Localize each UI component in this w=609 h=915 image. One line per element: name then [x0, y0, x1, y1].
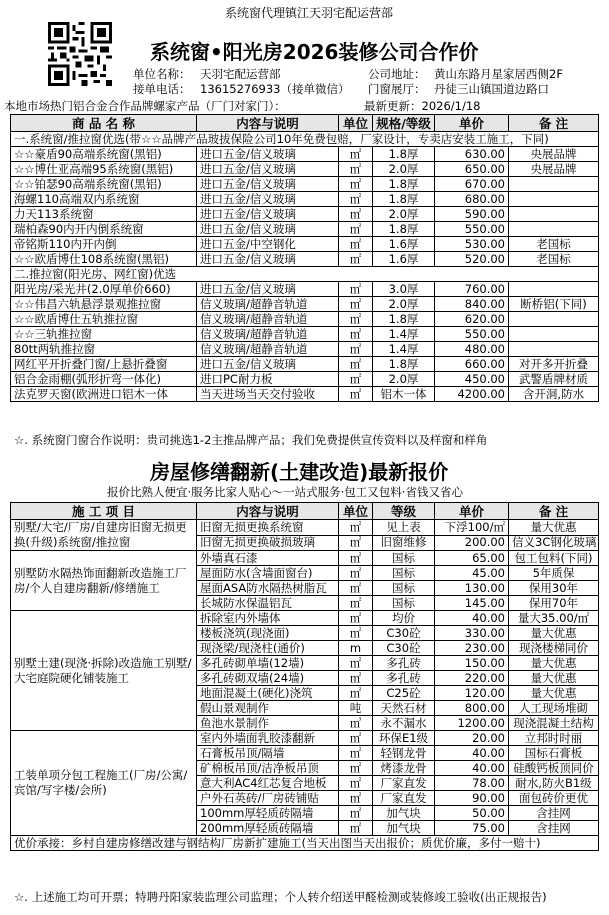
table-cell: 屋面防水(含墙面窗台)	[197, 566, 339, 581]
table-cell: 45.00	[435, 566, 509, 581]
table-cell: ☆☆欧盾博仕108系统窗(黑铝)	[11, 252, 197, 267]
table-cell: ㎡	[339, 686, 373, 701]
table-cell: 量大优惠	[509, 656, 599, 671]
table-cell: m	[339, 641, 373, 656]
table-cell: ㎡	[339, 611, 373, 626]
table-cell: 烤漆龙骨	[373, 761, 435, 776]
table-cell: 多孔砖	[373, 656, 435, 671]
table-cell: 1.8厚	[373, 222, 435, 237]
project-cell: 别墅土建(现浇·拆除)改造施工别墅/大宅庭院硬化铺装施工	[11, 611, 197, 731]
table-cell: 660.00	[435, 357, 509, 372]
table-cell: 760.00	[435, 282, 509, 297]
table-cell: C30砼	[373, 626, 435, 641]
table-cell: 拆除室内外墙体	[197, 611, 339, 626]
table-cell: 100mm厚轻质砖隔墙	[197, 806, 339, 821]
update-date	[364, 98, 480, 114]
col-header: 备 注	[509, 503, 599, 520]
table-cell: 矿棉板吊顶/洁净板吊顶	[197, 761, 339, 776]
table-cell: 130.00	[435, 581, 509, 596]
table-cell: 进口五金/信义玻璃	[197, 222, 339, 237]
table-cell	[509, 327, 599, 342]
table-cell: 进口五金/信义玻璃	[197, 282, 339, 297]
table-cell: 含开洞,防水	[509, 387, 599, 402]
table-cell: 老国标	[509, 252, 599, 267]
table-cell: 65.00	[435, 551, 509, 566]
top-note: 系统窗代理镇江天羽宅配运营部	[225, 6, 394, 20]
table-cell: ㎡	[339, 207, 373, 222]
table-cell: 90.00	[435, 791, 509, 806]
table-cell: ☆☆豪盾90高端系统窗(黑铝)	[11, 147, 197, 162]
col-header: 单位	[339, 115, 373, 132]
table-cell: 进口五金/信义玻璃	[197, 192, 339, 207]
renovation-note: ☆. 上述施工均可开票；特聘丹阳家装监理公司监理；个人转介绍送甲醛检测或装修竣工验收(出正规报告)	[14, 890, 547, 904]
table-cell: 海螺110高端双内系统窗	[11, 192, 197, 207]
table-cell: ㎡	[339, 162, 373, 177]
table-cell: 铝合金雨棚(弧形折弯一体化)	[11, 372, 197, 387]
table-cell: 进口PC耐力板	[197, 372, 339, 387]
table-cell: 650.00	[435, 162, 509, 177]
table-row	[11, 372, 599, 387]
table-cell: 多孔砖砌单墙(12墙)	[197, 656, 339, 671]
table-cell: 武警盾牌材质	[509, 372, 599, 387]
table-cell: 旧窗维修	[373, 535, 435, 551]
table-cell: 面包砖价更优	[509, 791, 599, 806]
table-cell	[509, 177, 599, 192]
table-cell	[509, 342, 599, 357]
col-header: 商 品 名 称	[11, 115, 197, 132]
col-header: 内容与说明	[197, 503, 339, 520]
table-cell: 保用70年	[509, 596, 599, 611]
table-cell: 法克罗天窗(欧洲进口铝木一体	[11, 387, 197, 402]
table-cell: 230.00	[435, 641, 509, 656]
table-row	[11, 177, 599, 192]
col-header: 单价	[435, 503, 509, 520]
table-cell: 200mm厚轻质砖隔墙	[197, 821, 339, 836]
table-cell: 加气块	[373, 821, 435, 836]
footer-row	[11, 836, 599, 851]
table-cell: 加气块	[373, 806, 435, 821]
table-cell: 吨	[339, 701, 373, 716]
table-cell: 150.00	[435, 656, 509, 671]
table-cell: 信义玻璃/超静音轨道	[197, 312, 339, 327]
table-cell: 620.00	[435, 312, 509, 327]
table-cell: 1.8厚	[373, 192, 435, 207]
table-cell	[509, 282, 599, 297]
table-cell: 国标	[373, 581, 435, 596]
table-row	[11, 551, 599, 566]
table-cell: 78.00	[435, 776, 509, 791]
table-cell: 40.00	[435, 611, 509, 626]
table-cell: ☆☆铂瑟90高端系统窗(黑铝)	[11, 177, 197, 192]
table-cell: 1.8厚	[373, 177, 435, 192]
table-cell: 立邦时时丽	[509, 731, 599, 746]
table-cell: 下浮100/㎡	[435, 520, 509, 536]
table-cell: 外墙真石漆	[197, 551, 339, 566]
table-cell: 550.00	[435, 327, 509, 342]
date-label: 最新更新：	[364, 99, 422, 113]
table-cell: 1200.00	[435, 716, 509, 731]
table-cell: 国标	[373, 566, 435, 581]
table-cell: ㎡	[339, 252, 373, 267]
window-note: ☆. 系统窗门窗合作说明：贵司挑选1-2主推品牌产品；我们免费提供宣传资料以及样窗和样角	[14, 433, 488, 447]
table-row	[11, 207, 599, 222]
table-cell: 环保E1级	[373, 731, 435, 746]
table-cell: ㎡	[339, 372, 373, 387]
table-cell: 现浇混凝土结构	[509, 716, 599, 731]
table-cell: 进口五金/信义玻璃	[197, 162, 339, 177]
table-cell: 680.00	[435, 192, 509, 207]
showroom-value: 丹徒三山镇国道边路口	[434, 82, 549, 96]
phone-value: 13615276933（接单微信）	[200, 82, 350, 96]
table-cell: 450.00	[435, 372, 509, 387]
table-row	[11, 147, 599, 162]
table-row	[11, 297, 599, 312]
table-cell: ㎡	[339, 312, 373, 327]
table-cell: ㎡	[339, 761, 373, 776]
table-cell: 鱼池水景制作	[197, 716, 339, 731]
table-cell: ㎡	[339, 387, 373, 402]
table-cell: 2.0厚	[373, 162, 435, 177]
table-cell: 590.00	[435, 207, 509, 222]
table-cell: ☆☆三轨推拉窗	[11, 327, 197, 342]
table-cell: 1.8厚	[373, 357, 435, 372]
table-cell: 量大优惠	[509, 671, 599, 686]
table-row	[11, 342, 599, 357]
table-cell: 量大优惠	[509, 626, 599, 641]
table-cell: ㎡	[339, 581, 373, 596]
table-cell: 信义3C钢化玻璃	[509, 535, 599, 551]
table-cell: 1.4厚	[373, 327, 435, 342]
table-cell: ㎡	[339, 342, 373, 357]
table-cell: 国标	[373, 596, 435, 611]
table-cell: 量大优惠	[509, 520, 599, 536]
table-cell: ㎡	[339, 626, 373, 641]
phone-label: 接单电话：	[133, 82, 191, 96]
brand-line: 本地市场热门铝合金合作品牌螺家产品（厂门对家门）：	[4, 99, 286, 113]
table-cell: 帝铭斯110内开内倒	[11, 237, 197, 252]
section-heading: 一.系统窗/推拉窗优选(带☆☆品牌产品玻拔保险公司10年免费包赔，厂家设计，专卖店安装工施工，下同)	[11, 132, 599, 147]
table-cell: 20.00	[435, 731, 509, 746]
table-cell: ㎡	[339, 746, 373, 761]
table-cell: ㎡	[339, 596, 373, 611]
table-cell: 进口五金/信义玻璃	[197, 207, 339, 222]
table-cell: ㎡	[339, 147, 373, 162]
table-cell: 80tt两轨推拉窗	[11, 342, 197, 357]
table-cell: 耐水,防火B1级	[509, 776, 599, 791]
table-cell: ㎡	[339, 535, 373, 551]
table-cell: ㎡	[339, 566, 373, 581]
table-cell: 630.00	[435, 147, 509, 162]
table-cell: 2.0厚	[373, 297, 435, 312]
table-cell: 信义玻璃/超静音轨道	[197, 342, 339, 357]
table-cell: 330.00	[435, 626, 509, 641]
table-cell: 意大利AC4红芯复合地板	[197, 776, 339, 791]
table-cell: 均价	[373, 611, 435, 626]
table-row	[11, 731, 599, 746]
table-cell: 对开多开折叠	[509, 357, 599, 372]
table-cell: 现浇楼梯同价	[509, 641, 599, 656]
table-cell: 旧窗无损更换系统窗	[197, 520, 339, 536]
table-cell: 4200.00	[435, 387, 509, 402]
table-cell: ㎡	[339, 282, 373, 297]
table-cell: 天然石材	[373, 701, 435, 716]
table-cell: 840.00	[435, 297, 509, 312]
col-header: 单价	[435, 115, 509, 132]
col-header: 等级	[373, 503, 435, 520]
table-cell: 屋面ASA防水隔热树脂瓦	[197, 581, 339, 596]
table-cell: 现浇梁/现浇柱(通价)	[197, 641, 339, 656]
table-cell: 厂家直发	[373, 776, 435, 791]
table-cell: ㎡	[339, 297, 373, 312]
table-row	[11, 252, 599, 267]
renovation-slogan: 报价比熟人便宜·服务比家人贴心～一站式服务·包工又包料·省钱又省心	[107, 485, 463, 499]
table-cell: 含挂网	[509, 821, 599, 836]
table-cell: 2.0厚	[373, 207, 435, 222]
table-cell: 人工现场堆砌	[509, 701, 599, 716]
table-cell: 厂家直发	[373, 791, 435, 806]
section-row-2	[11, 267, 599, 282]
table-cell: ㎥	[339, 716, 373, 731]
table-cell: 1.8厚	[373, 312, 435, 327]
table-row	[11, 312, 599, 327]
table-row	[11, 611, 599, 626]
table-cell: 力天113系统窗	[11, 207, 197, 222]
table-cell: 120.00	[435, 686, 509, 701]
table-cell: 145.00	[435, 596, 509, 611]
table-cell: ㎡	[339, 821, 373, 836]
table-cell	[509, 207, 599, 222]
table-row	[11, 357, 599, 372]
table-cell: ㎡	[339, 222, 373, 237]
table-cell: 40.00	[435, 761, 509, 776]
table-cell: 包工包料(下同)	[509, 551, 599, 566]
table-cell: ㎡	[339, 806, 373, 821]
table-cell: 40.00	[435, 746, 509, 761]
table-cell: 永不漏水	[373, 716, 435, 731]
table-cell: 含挂网	[509, 806, 599, 821]
section-heading: 二.推拉窗(阳光房、网红窗)优选	[11, 267, 599, 282]
table-row	[11, 327, 599, 342]
table-cell: 保用30年	[509, 581, 599, 596]
table-row	[11, 192, 599, 207]
table-cell: ㎡	[339, 731, 373, 746]
table-cell: ㎡	[339, 776, 373, 791]
footer-cell: 优价承接：乡村自建房修缮改建与钢结构厂房新扩建施工(当天出图当天出报价；质优价廉，多付一赔十)	[11, 836, 599, 851]
table-cell: 石膏板吊顶/隔墙	[197, 746, 339, 761]
col-header: 备 注	[509, 115, 599, 132]
table-row	[11, 162, 599, 177]
table-cell: ㎡	[339, 791, 373, 806]
table-cell: 进口五金/信义玻璃	[197, 357, 339, 372]
table-header-row	[11, 115, 599, 132]
renovation-title: 房屋修缮翻新(土建改造)最新报价	[150, 460, 449, 484]
table-cell: 长城防水保温铝瓦	[197, 596, 339, 611]
table-cell: 老国标	[509, 237, 599, 252]
table-cell: 假山景观制作	[197, 701, 339, 716]
table-cell: 670.00	[435, 177, 509, 192]
table-row	[11, 282, 599, 297]
table-cell: 进口五金/信义玻璃	[197, 147, 339, 162]
table-cell: ㎡	[339, 520, 373, 536]
table-cell	[509, 312, 599, 327]
table-cell: ㎡	[339, 357, 373, 372]
table-cell: 铝木一体	[373, 387, 435, 402]
table-cell: 量大35.00/㎡	[509, 611, 599, 626]
table-cell: 进口五金/中空钢化	[197, 237, 339, 252]
unit-value: 天羽宅配运营部	[200, 67, 281, 81]
address-value: 黄山东路月星家居西侧2F	[434, 67, 563, 81]
table-cell: ㎡	[339, 327, 373, 342]
project-cell: 别墅/大宅/厂房/自建房旧窗无损更换(升级)系统窗/推拉窗	[11, 520, 197, 551]
project-cell: 别墅防水隔热饰面翻新改造施工厂房/个人自建房翻新/修缮施工	[11, 551, 197, 611]
table-cell: ☆☆伟昌六轨悬浮景观推拉窗	[11, 297, 197, 312]
window-price-table	[10, 114, 599, 402]
table-cell: ㎡	[339, 551, 373, 566]
table-cell: 户外石英砖/厂房砖铺贴	[197, 791, 339, 806]
table-cell: 2.0厚	[373, 372, 435, 387]
table-row	[11, 222, 599, 237]
table-cell: 5年质保	[509, 566, 599, 581]
table-cell: 断桥铝(下同)	[509, 297, 599, 312]
table-cell: 1.6厚	[373, 237, 435, 252]
table-cell	[509, 192, 599, 207]
table-row	[11, 387, 599, 402]
col-header: 施 工 项 目	[11, 503, 197, 520]
col-header: 单位	[339, 503, 373, 520]
table-cell: ㎡	[339, 192, 373, 207]
table-cell: 200.00	[435, 535, 509, 551]
table-cell: 硅酸钙板顶同价	[509, 761, 599, 776]
table-cell: 地面混凝土(硬化)浇筑	[197, 686, 339, 701]
table-cell: 信义玻璃/超静音轨道	[197, 327, 339, 342]
table-cell: 800.00	[435, 701, 509, 716]
table-cell: 信义玻璃/超静音轨道	[197, 297, 339, 312]
table-cell: ㎡	[339, 656, 373, 671]
table-cell: ㎡	[339, 237, 373, 252]
page-title: 系统窗•阳光房2026装修公司合作价	[150, 40, 479, 64]
table-row	[11, 520, 599, 536]
table-cell: C25砼	[373, 686, 435, 701]
col-header: 内容与说明	[197, 115, 339, 132]
table-cell: 阳光房/采光井(2.0厚单价660)	[11, 282, 197, 297]
table-cell: 瑞柏森90内开内倒系统窗	[11, 222, 197, 237]
table-cell: 1.8厚	[373, 147, 435, 162]
table-cell	[509, 222, 599, 237]
table-cell: 520.00	[435, 252, 509, 267]
table-cell: 旧窗无损更换破损玻璃	[197, 535, 339, 551]
table-cell: ☆☆欧盾博仕五轨推拉窗	[11, 312, 197, 327]
table-cell: 室内外墙面乳胶漆翻新	[197, 731, 339, 746]
table-cell: 见上表	[373, 520, 435, 536]
table-cell: ☆☆博仕亚高端95系统窗(黑铝)	[11, 162, 197, 177]
table-cell: 轻钢龙骨	[373, 746, 435, 761]
table-cell: 220.00	[435, 671, 509, 686]
project-cell: 工装单项分包工程施工(厂房/公寓/宾馆/写字楼/会所)	[11, 731, 197, 836]
table-cell: 多孔砖	[373, 671, 435, 686]
unit-label: 单位名称：	[133, 67, 191, 81]
table-cell: 楼板浇筑(现浇面)	[197, 626, 339, 641]
table-cell: 多孔砖砌双墙(24墙)	[197, 671, 339, 686]
table-cell: 当天进场当天交付验收	[197, 387, 339, 402]
table-cell: 50.00	[435, 806, 509, 821]
showroom-label: 门窗展厅：	[368, 82, 426, 96]
table-cell: 国标石膏板	[509, 746, 599, 761]
table-cell: C30砼	[373, 641, 435, 656]
table-cell: 75.00	[435, 821, 509, 836]
table-cell: 央展品牌	[509, 147, 599, 162]
col-header: 规格/等级	[373, 115, 435, 132]
table-cell: 国标	[373, 551, 435, 566]
date-value: 2026/1/18	[421, 99, 481, 113]
table-header-row	[11, 503, 599, 520]
table-cell: 1.6厚	[373, 252, 435, 267]
table-cell: ㎡	[339, 671, 373, 686]
table-cell: 1.4厚	[373, 342, 435, 357]
table-cell: 530.00	[435, 237, 509, 252]
table-cell: 480.00	[435, 342, 509, 357]
section-row-1	[11, 132, 599, 147]
table-cell: ㎡	[339, 177, 373, 192]
renovation-price-table	[10, 502, 599, 851]
table-cell: 进口五金/信义玻璃	[197, 252, 339, 267]
table-cell: 3.0厚	[373, 282, 435, 297]
address-label: 公司地址：	[368, 67, 426, 81]
table-cell: 550.00	[435, 222, 509, 237]
table-cell: 央展品牌	[509, 162, 599, 177]
qr-code-icon	[48, 22, 112, 86]
table-cell: 进口五金/信义玻璃	[197, 177, 339, 192]
table-cell: 量大优惠	[509, 686, 599, 701]
table-cell: 网红平开折叠门窗/上悬折叠窗	[11, 357, 197, 372]
table-row	[11, 237, 599, 252]
